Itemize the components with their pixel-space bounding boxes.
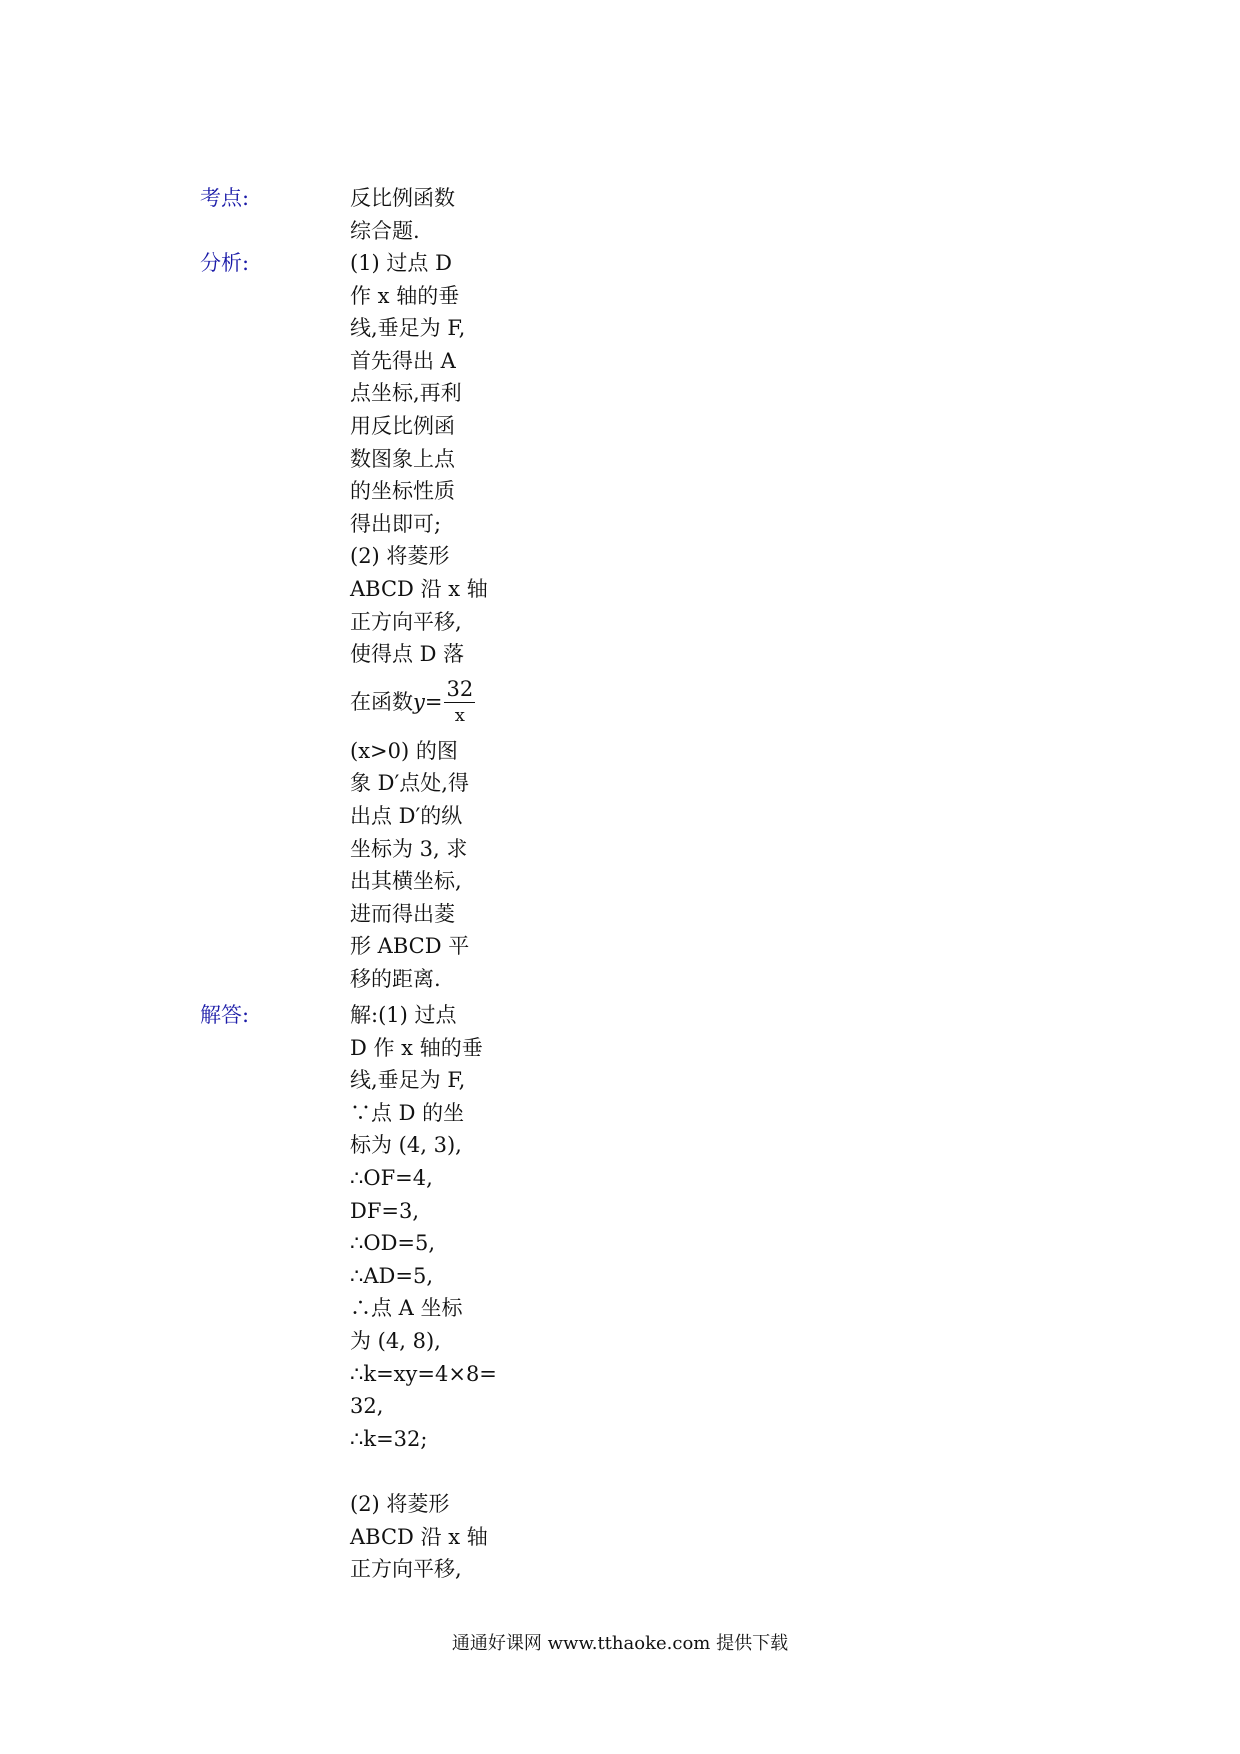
text-line: 出其横坐标, bbox=[350, 869, 462, 894]
fenxi-label: 分析: bbox=[200, 251, 250, 275]
text-line: 进而得出菱 bbox=[350, 901, 455, 926]
formula-lhs: y= bbox=[413, 690, 443, 715]
text-line: 点坐标,再利 bbox=[350, 381, 462, 406]
page-footer: 通通好课网 www.tthaoke.com 提供下载 bbox=[451, 1633, 789, 1654]
text-line: (2) 将菱形 bbox=[350, 1491, 450, 1516]
text-line: 线,垂足为 F, bbox=[350, 1068, 466, 1093]
fraction-numerator: 32 bbox=[446, 677, 474, 702]
text-line: ∴k=32; bbox=[350, 1426, 428, 1451]
formula-prefix: 在函数 bbox=[350, 690, 413, 715]
text-line: 形 ABCD 平 bbox=[350, 934, 470, 959]
text-line: (1) 过点 D bbox=[350, 251, 452, 275]
kaodian-content bbox=[350, 182, 500, 247]
text-line: 正方向平移, bbox=[350, 1557, 462, 1582]
text-line: D 作 x 轴的垂 bbox=[350, 1035, 483, 1060]
text-line: ∴AD=5, bbox=[350, 1263, 433, 1288]
text-line: (x>0) 的图 bbox=[350, 738, 458, 763]
text-line: ABCD 沿 x 轴 bbox=[350, 576, 488, 601]
jieda-label: 解答: bbox=[200, 1003, 250, 1027]
text-line: 作 x 轴的垂 bbox=[350, 283, 460, 308]
text-line: 标为 (4, 3), bbox=[350, 1133, 462, 1158]
text-line: 解:(1) 过点 bbox=[350, 1003, 457, 1027]
text-line: 的坐标性质 bbox=[350, 479, 455, 504]
text-line: 数图象上点 bbox=[350, 446, 455, 471]
formula-line bbox=[350, 671, 500, 735]
text-line: 出点 D′的纵 bbox=[350, 803, 463, 828]
text-line: ∴点 A 坐标 bbox=[350, 1296, 463, 1321]
jieda-content bbox=[350, 999, 500, 1586]
text-line: 反比例函数 bbox=[350, 186, 455, 210]
fraction bbox=[444, 676, 475, 729]
fraction-denominator: x bbox=[454, 705, 465, 727]
text-line: 综合题. bbox=[350, 218, 420, 243]
text-line: (2) 将菱形 bbox=[350, 544, 450, 569]
text-line: 象 D′点处,得 bbox=[350, 771, 469, 796]
text-line: 为 (4, 8), bbox=[350, 1328, 441, 1353]
fenxi-content bbox=[350, 247, 500, 995]
text-line: DF=3, bbox=[350, 1198, 420, 1223]
text-line: 线,垂足为 F, bbox=[350, 316, 466, 341]
text-line: ∵点 D 的坐 bbox=[350, 1100, 465, 1125]
text-line: 用反比例函 bbox=[350, 413, 455, 438]
text-line: ∴OD=5, bbox=[350, 1231, 436, 1256]
text-line: 坐标为 3, 求 bbox=[350, 836, 468, 861]
text-line: 移的距离. bbox=[350, 966, 441, 991]
kaodian-label: 考点: bbox=[200, 186, 250, 210]
text-line: ∴k=xy=4×8= bbox=[350, 1361, 497, 1386]
text-line: 首先得出 A bbox=[350, 348, 456, 373]
blank-line bbox=[350, 1455, 500, 1488]
text-line: 使得点 D 落 bbox=[350, 642, 465, 667]
text-line: 正方向平移, bbox=[350, 609, 462, 634]
text-line: 得出即可; bbox=[350, 511, 442, 536]
text-line: ABCD 沿 x 轴 bbox=[350, 1524, 488, 1549]
text-line: 32, bbox=[350, 1394, 384, 1419]
text-line: ∴OF=4, bbox=[350, 1165, 433, 1190]
